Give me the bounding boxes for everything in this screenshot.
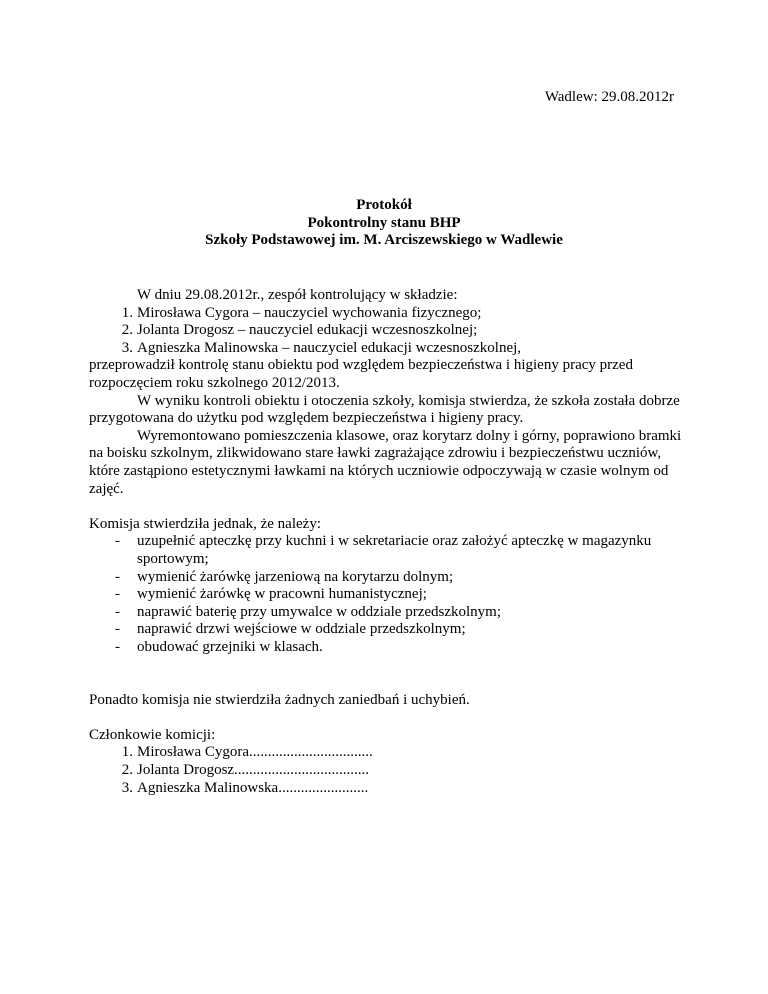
findings-paragraph-2: Wyremontowano pomieszczenia klasowe, oraz korytarz dolny i górny, poprawiono bramki na boisku szkolnym, zlikwidowano stare ławki zagrażające zdrowiu i bezpieczeństwu uczniów, które zastąpiono estetycznymi ławkami na których uczniowie odpoczywają w czasie wolnym od zajęć. [89, 427, 682, 497]
list-bullet: - [115, 603, 120, 620]
list-number: 1. [121, 304, 133, 321]
recommendation-item [89, 586, 689, 604]
list-bullet: - [115, 586, 120, 603]
document-body [89, 287, 689, 797]
recommendation-item [89, 533, 689, 568]
committee-member [89, 322, 689, 340]
closing-statement: Ponadto komisja nie stwierdziła żadnych zaniedbań i uchybień. [89, 691, 470, 708]
recommendation-item [89, 569, 689, 587]
signatures-heading: Członkowie komicji: [89, 726, 216, 743]
committee-list [89, 305, 689, 358]
list-number: 2. [121, 762, 133, 779]
document-title [0, 197, 768, 250]
title-line-1: Protokół [356, 197, 412, 213]
list-number: 1. [121, 744, 133, 761]
signature-text: Jolanta Drogosz.................................... [137, 762, 370, 779]
committee-member [89, 340, 689, 358]
title-line-2: Pokontrolny stanu BHP [307, 214, 461, 231]
committee-member-text: Agnieszka Malinowska – nauczyciel edukacji wczesnoszkolnej, [137, 339, 522, 356]
list-bullet: - [115, 621, 120, 638]
recommendation-item [89, 639, 689, 657]
signature-line [89, 780, 689, 798]
list-bullet: - [115, 533, 120, 550]
signatures-list [89, 744, 689, 797]
list-bullet: - [115, 638, 120, 655]
recommendation-text: obudować grzejniki w klasach. [137, 638, 323, 655]
recommendation-text: uzupełnić apteczkę przy kuchni i w sekretariacie oraz założyć apteczkę w magazynku sportowym; [137, 533, 652, 567]
signature-line [89, 762, 689, 780]
recommendation-text: naprawić drzwi wejściowe w oddziale przedszkolnym; [137, 621, 466, 638]
recommendations-list [89, 533, 689, 656]
recommendation-item [89, 604, 689, 622]
signature-text: Mirosława Cygora................................. [137, 744, 373, 761]
list-bullet: - [115, 568, 120, 585]
list-number: 3. [121, 779, 133, 796]
list-number: 3. [121, 339, 133, 356]
committee-member-text: Jolanta Drogosz – nauczyciel edukacji wczesnoszkolnej; [137, 322, 478, 339]
committee-member-text: Mirosława Cygora – nauczyciel wychowania fizycznego; [137, 304, 482, 321]
title-line-3: Szkoły Podstawowej im. M. Arciszewskiego w Wadlewie [205, 232, 563, 249]
intro-conclusion: przeprowadził kontrolę stanu obiektu pod względem bezpieczeństwa i higieny pracy przed rozpoczęciem roku szkolnego 2012/2013. [89, 357, 633, 391]
document-date: Wadlew: 29.08.2012r [544, 89, 674, 105]
committee-member [89, 305, 689, 323]
findings-paragraph-1: W wyniku kontroli obiektu i otoczenia szkoły, komisja stwierdza, że szkoła została dobrze przygotowana do użytku pod względem bezpieczeństwa i higieny pracy. [89, 392, 680, 427]
signature-text: Agnieszka Malinowska........................ [137, 779, 369, 796]
recommendation-text: naprawić baterię przy umywalce w oddziale przedszkolnym; [137, 603, 502, 620]
list-number: 2. [121, 322, 133, 339]
intro-text: W dniu 29.08.2012r., zespół kontrolujący w składzie: [137, 287, 458, 303]
signature-line [89, 744, 689, 762]
recommendation-text: wymienić żarówkę w pracowni humanistycznej; [137, 586, 427, 603]
recommendation-item [89, 621, 689, 639]
recommendation-text: wymienić żarówkę jarzeniową na korytarzu dolnym; [137, 568, 454, 585]
recommendations-heading: Komisja stwierdziła jednak, że należy: [89, 515, 321, 532]
